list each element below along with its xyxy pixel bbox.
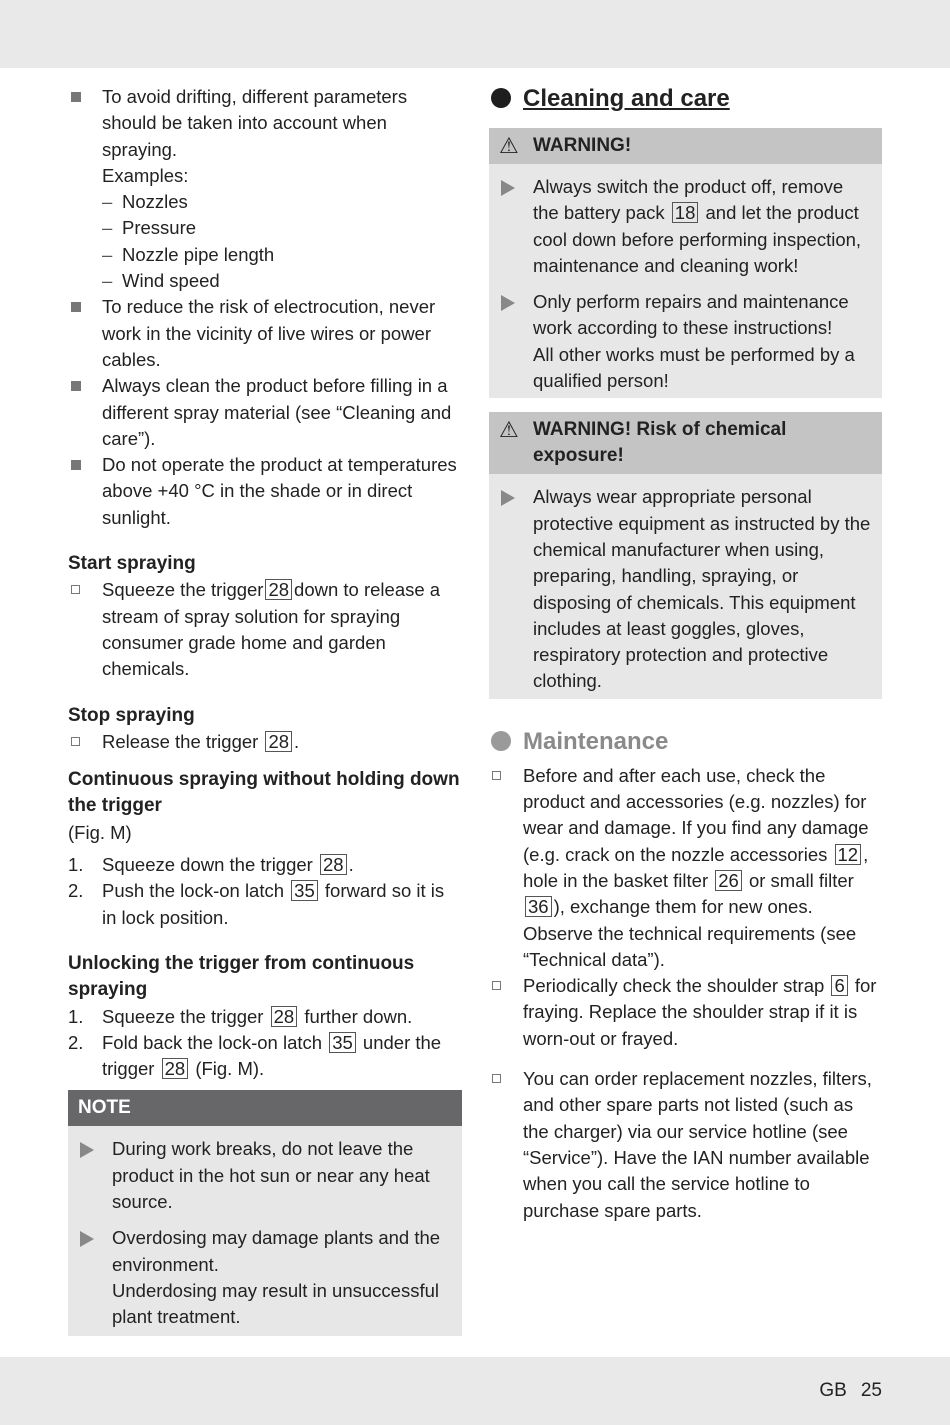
step-item: 2. Fold back the lock-on latch 35 under the trigger 28 (Fig. M).	[68, 1031, 442, 1080]
continuous-spraying-heading: Continuous spraying without holding down the trigger	[68, 769, 460, 817]
triangle-bullet-icon	[501, 180, 515, 196]
unlocking-heading: Unlocking the trigger from continuous spraying	[68, 952, 415, 1001]
step-item: 2. Push the lock-on latch 35 forward so it is in lock position.	[68, 880, 445, 928]
list-item: Do not operate the product at temperatures above +40 °C in the shade or in direct sunlight.	[68, 452, 462, 531]
section-dot-icon	[491, 88, 511, 108]
list-item: Always clean the product before filling in a different spray material (see “Cleaning and care”).	[68, 373, 462, 452]
page-footer	[819, 1378, 882, 1404]
ref-number: 28	[271, 1006, 298, 1027]
note-title: NOTE	[68, 1090, 462, 1126]
page-number: 25	[860, 1380, 882, 1401]
checkbox-bullet-icon	[71, 737, 80, 746]
square-bullet-icon	[71, 92, 81, 102]
dash-item: – Nozzles	[102, 191, 188, 213]
chemical-warning-box	[489, 412, 882, 698]
list-item: To reduce the risk of electrocution, never work in the vicinity of live wires or power cables.	[68, 294, 462, 373]
list-item: To avoid drifting, different parameters should be taken into account when spraying. Examples:	[68, 84, 462, 189]
warning-item: Always switch the product off, remove the battery pack 18 and let the product cool down before performing inspection, maintenance and cleaning work!	[489, 174, 882, 279]
maintenance-section-title: Maintenance	[489, 727, 882, 757]
square-bullet-icon	[71, 302, 81, 312]
checkbox-bullet-icon	[71, 585, 80, 594]
triangle-bullet-icon	[501, 295, 515, 311]
ref-number: 28	[265, 731, 292, 752]
step-item: 1. Squeeze down the trigger 28 .	[68, 854, 354, 876]
section-dot-icon	[491, 731, 511, 751]
ref-number: 28	[320, 854, 347, 875]
warning-triangle-icon: ⚠	[499, 133, 519, 158]
ref-number: 35	[291, 880, 318, 901]
ref-number: 36	[525, 896, 552, 917]
square-bullet-icon	[71, 381, 81, 391]
square-bullet-icon	[71, 460, 81, 470]
step-item: 1. Squeeze the trigger 28 further down.	[68, 1005, 413, 1027]
triangle-bullet-icon	[80, 1231, 94, 1247]
ref-number: 12	[835, 844, 862, 865]
warning-triangle-icon: ⚠	[499, 417, 519, 443]
figure-reference: (Fig. M)	[68, 821, 132, 843]
note-box	[68, 1090, 462, 1336]
warning-item: Only perform repairs and maintenance work according to these instructions! All other works must be performed by a qualified person!	[489, 289, 882, 394]
checkbox-bullet-icon	[492, 1074, 501, 1083]
list-item: You can order replacement nozzles, filters, and other spare parts not listed (such as the charger) via our service hotline (see “Service”). Have the IAN number available when you call the service hotline to purchase spare parts.	[489, 1066, 882, 1224]
top-band	[0, 0, 950, 68]
checkbox-bullet-icon	[492, 981, 501, 990]
ref-number: 26	[715, 870, 742, 891]
ref-number: 28	[265, 579, 292, 600]
ref-number: 18	[672, 202, 699, 223]
dash-item: – Pressure	[102, 217, 197, 239]
stop-spraying-heading: Stop spraying	[68, 704, 195, 726]
ref-number: 6	[831, 975, 847, 996]
warning-title: ⚠ WARNING!	[489, 128, 882, 164]
list-item: Before and after each use, check the product and accessories (e.g. nozzles) for wear and damage. If you find any damage (e.g. crack on the nozzle accessories 12 , hole in the basket filter 26 or small filter 36 ), exchange them for new ones. Observe the technical requirements (see “Technical data”).	[489, 763, 882, 973]
warning-title: ⚠ WARNING! Risk of chemical exposure!	[489, 412, 882, 474]
triangle-bullet-icon	[501, 490, 515, 506]
list-item: Squeeze the trigger 28 down to release a stream of spray solution for spraying consumer grade home and garden chemicals.	[68, 577, 462, 682]
left-column	[68, 84, 462, 1336]
list-item: Periodically check the shoulder strap 6 for fraying. Replace the shoulder strap if it is worn-out or frayed.	[489, 973, 882, 1052]
language-code: GB	[819, 1380, 847, 1401]
note-item: Overdosing may damage plants and the environment. Underdosing may result in unsuccessful plant treatment.	[68, 1225, 462, 1330]
right-column	[489, 84, 882, 1224]
note-item: During work breaks, do not leave the product in the hot sun or near any heat source.	[68, 1136, 462, 1215]
checkbox-bullet-icon	[492, 771, 501, 780]
ref-number: 35	[329, 1032, 356, 1053]
warning-box	[489, 128, 882, 398]
ref-number: 28	[162, 1058, 189, 1079]
bottom-band	[0, 1357, 950, 1425]
list-item: Release the trigger 28 .	[68, 729, 462, 755]
cleaning-section-title: Cleaning and care	[489, 84, 882, 114]
dash-item: – Nozzle pipe length	[102, 243, 275, 265]
dash-item: – Wind speed	[102, 270, 220, 292]
triangle-bullet-icon	[80, 1142, 94, 1158]
warning-item: Always wear appropriate personal protective equipment as instructed by the chemical manufacturer when using, preparing, handling, spraying, or disposing of chemicals. This equipment includes at least goggles, gloves, respiratory protection and protective clothing.	[489, 484, 882, 694]
start-spraying-heading: Start spraying	[68, 553, 196, 575]
